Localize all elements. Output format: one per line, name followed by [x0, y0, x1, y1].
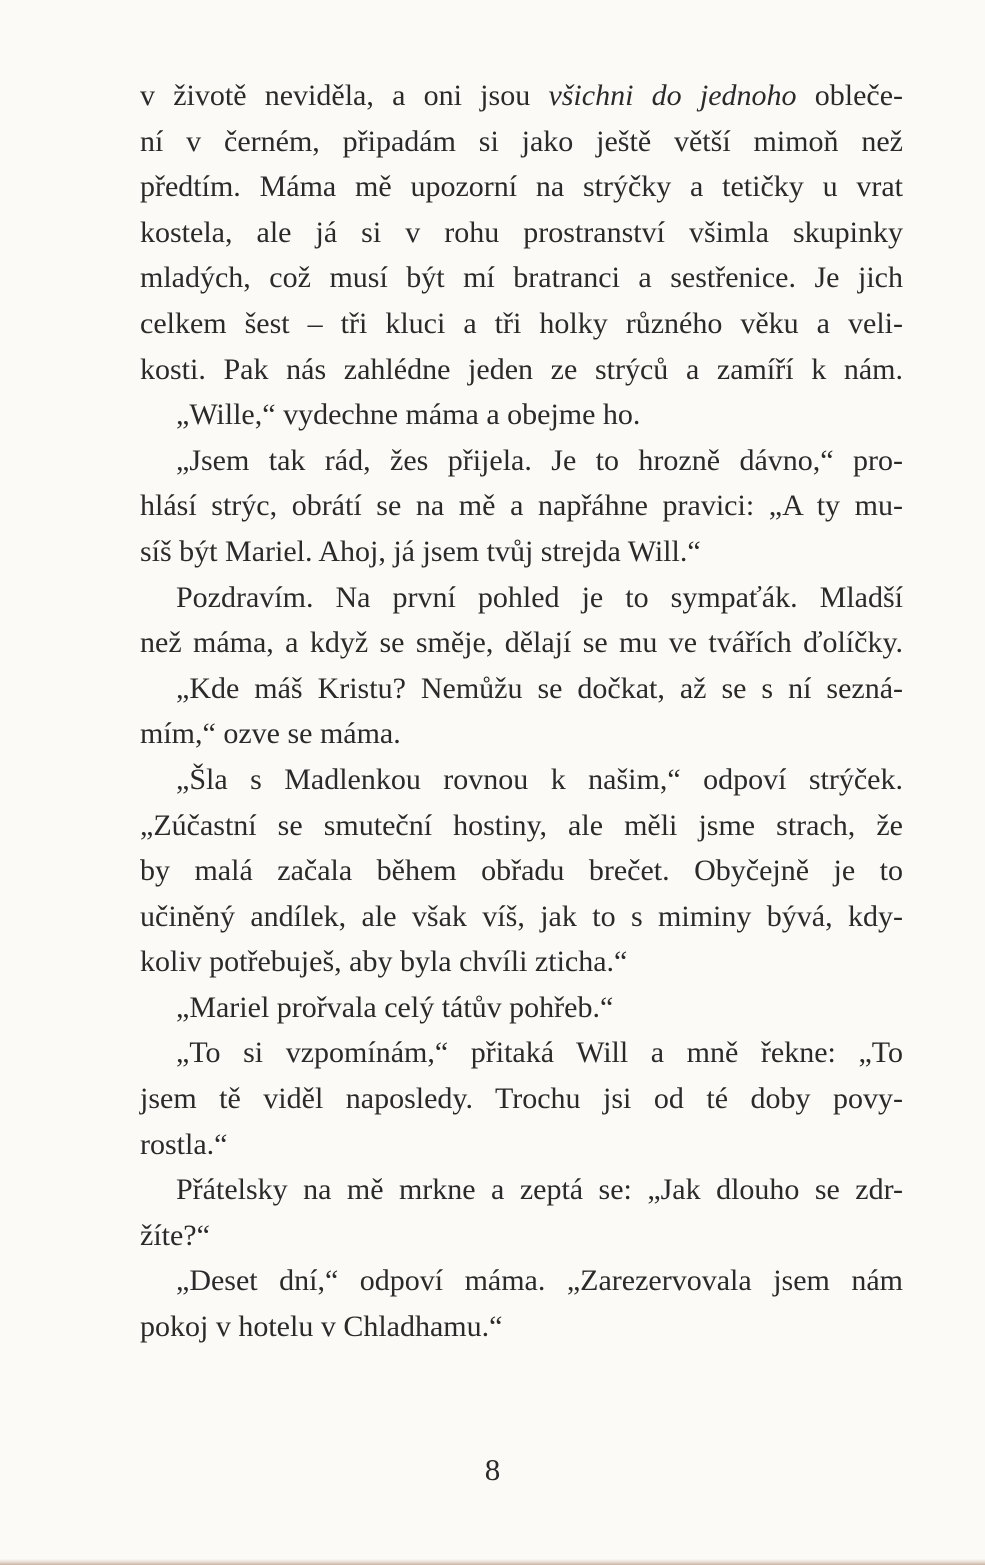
text-line: koliv potřebuješ, aby byla chvíli zticha.“ [140, 945, 628, 979]
text-line: žíte?“ [140, 1218, 210, 1252]
text-line: kosti. Pak nás zahlédne jeden ze strýců a zamíří k nám. [140, 352, 903, 386]
text-line: celkem šest – tři kluci a tři holky různého věku a veli- [140, 306, 903, 340]
text-line: hlásí strýc, obrátí se na mě a napřáhne pravici: „A ty mu- [140, 489, 903, 523]
text-line: učiněný andílek, ale však víš, jak to s miminy bývá, kdy- [140, 899, 903, 933]
text-line: předtím. Máma mě upozorní na strýčky a tetičky u vrat [140, 170, 903, 204]
text-line: mladých, což musí být mí bratranci a sestřenice. Je jich [140, 261, 903, 295]
text-line: Přátelsky na mě mrkne a zeptá se: „Jak dlouho se zdr- [176, 1173, 903, 1207]
text-line: síš být Mariel. Ahoj, já jsem tvůj strejda Will.“ [140, 534, 701, 568]
italic-emphasis: všichni do jednoho [548, 79, 797, 112]
text-line: ní v černém, připadám si jako ještě větší mimoň než [140, 124, 903, 158]
text-line: „Zúčastní se smuteční hostiny, ale měli jsme strach, že [140, 808, 903, 842]
text-line: Pozdravím. Na první pohled je to sympaťák. Mladší [176, 580, 903, 614]
text-line: rostla.“ [140, 1127, 228, 1161]
text-line: „Šla s Madlenkou rovnou k našim,“ odpoví strýček. [176, 762, 903, 796]
text-line: než máma, a když se směje, dělají se mu ve tvářích ďolíčky. [140, 626, 903, 660]
text-line: pokoj v hotelu v Chladhamu.“ [140, 1310, 503, 1344]
text-line: „Kde máš Kristu? Nemůžu se dočkat, až se s ní sezná- [176, 671, 903, 705]
text-line: „Deset dní,“ odpoví máma. „Zarezervovala jsem nám [176, 1264, 903, 1298]
text-line: kostela, ale já si v rohu prostranství všimla skupinky [140, 215, 903, 249]
text-line-start: v životě neviděla, a oni jsou [140, 79, 531, 112]
page-number: 8 [484, 1452, 501, 1487]
page-edge-divider [0, 1559, 985, 1565]
text-line: „Wille,“ vydechne máma a obejme ho. [176, 398, 641, 432]
text-line-end: obleče- [796, 79, 904, 112]
text-line: jsem tě viděl naposledy. Trochu jsi od té doby povy- [140, 1082, 903, 1116]
text-line [140, 73, 903, 119]
text-line: „Mariel prořvala celý tátův pohřeb.“ [176, 990, 614, 1024]
text-line: „Jsem tak rád, žes přijela. Je to hrozně dávno,“ pro- [176, 443, 903, 477]
text-line: mím,“ ozve se máma. [140, 717, 401, 751]
text-line: „To si vzpomínám,“ přitaká Will a mně řekne: „To [176, 1036, 903, 1070]
text-line: by malá začala během obřadu brečet. Obyčejně je to [140, 854, 903, 888]
body-text [140, 73, 903, 1350]
